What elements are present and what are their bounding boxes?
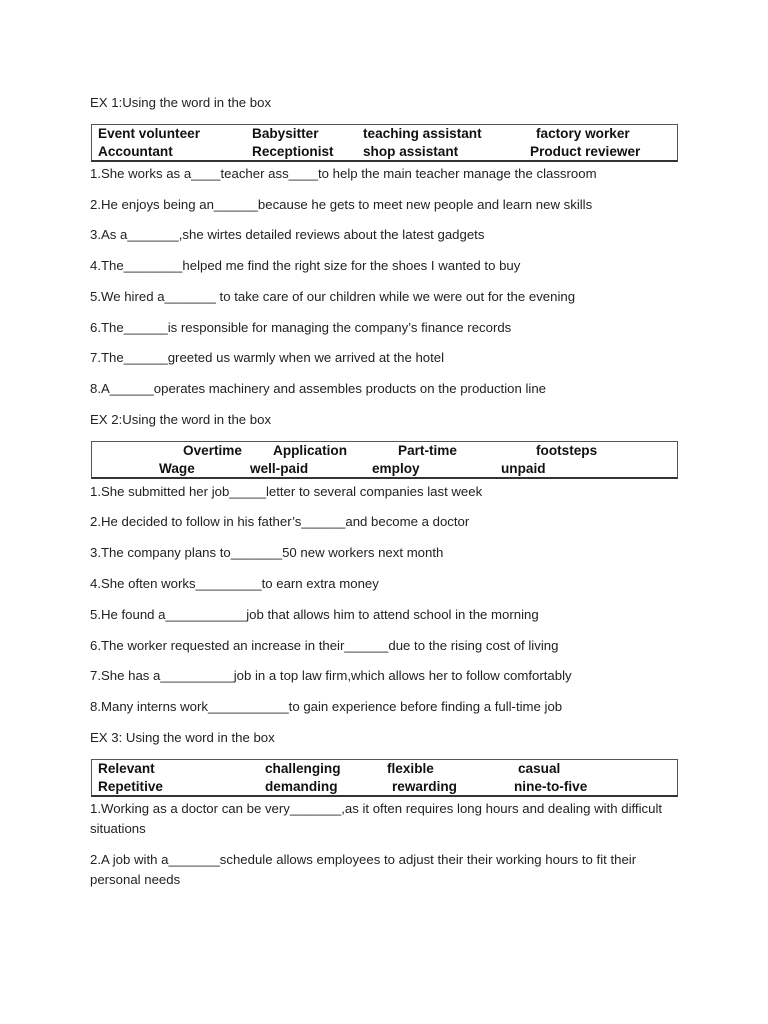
word: demanding bbox=[265, 779, 338, 794]
word: rewarding bbox=[392, 779, 457, 794]
ex3-heading: EX 3: Using the word in the box bbox=[90, 730, 275, 745]
word: Application bbox=[273, 443, 348, 458]
ex2-sentence: 2.He decided to follow in his father’s______and become a doctor bbox=[90, 514, 470, 529]
ex1-sentence: 2.He enjoys being an______because he gets to meet new people and learn new skills bbox=[90, 197, 593, 212]
ex1-word-box bbox=[91, 124, 678, 162]
word: nine-to-five bbox=[514, 779, 588, 794]
word: Relevant bbox=[98, 761, 155, 776]
word: shop assistant bbox=[363, 144, 459, 159]
ex1-heading: EX 1:Using the word in the box bbox=[90, 95, 272, 110]
word: Repetitive bbox=[98, 779, 163, 794]
ex2-sentence: 7.She has a__________job in a top law firm,which allows her to follow comfortably bbox=[90, 668, 572, 683]
ex1-sentence: 5.We hired a_______ to take care of our children while we were out for the evening bbox=[90, 289, 576, 304]
word: factory worker bbox=[536, 126, 630, 141]
word: footsteps bbox=[536, 443, 598, 458]
word: Part-time bbox=[398, 443, 457, 458]
word: well-paid bbox=[250, 461, 309, 476]
word: challenging bbox=[265, 761, 341, 776]
word: Event volunteer bbox=[98, 126, 200, 141]
word: casual bbox=[518, 761, 561, 776]
ex1-sentence: 6.The______is responsible for managing the company’s finance records bbox=[90, 320, 512, 335]
ex3-sentence: 1.Working as a doctor can be very_______,as it often requires long hours and dealing with difficult situations bbox=[90, 801, 663, 836]
ex2-sentence: 1.She submitted her job_____letter to several companies last week bbox=[90, 484, 483, 499]
ex2-sentence: 5.He found a___________job that allows him to attend school in the morning bbox=[90, 607, 539, 622]
word: unpaid bbox=[501, 461, 546, 476]
ex2-sentence: 3.The company plans to_______50 new workers next month bbox=[90, 545, 444, 560]
ex1-sentence: 1.She works as a____teacher ass____to help the main teacher manage the classroom bbox=[90, 166, 597, 181]
ex2-heading: EX 2:Using the word in the box bbox=[90, 412, 272, 427]
word: teaching assistant bbox=[363, 126, 482, 141]
word: Product reviewer bbox=[530, 144, 641, 159]
word: employ bbox=[372, 461, 420, 476]
word: Receptionist bbox=[252, 144, 334, 159]
ex2-sentence: 4.She often works_________to earn extra money bbox=[90, 576, 379, 591]
ex1-sentence: 8.A______operates machinery and assembles products on the production line bbox=[90, 381, 546, 396]
ex3-sentence: 2.A job with a_______schedule allows employees to adjust their their working hours to fit their personal needs bbox=[90, 852, 637, 887]
ex3-word-box bbox=[91, 759, 678, 797]
ex2-sentence: 8.Many interns work___________to gain experience before finding a full-time job bbox=[90, 699, 563, 714]
ex1-sentence: 7.The______greeted us warmly when we arrived at the hotel bbox=[90, 350, 445, 365]
word: Babysitter bbox=[252, 126, 319, 141]
ex1-sentence: 3.As a_______,she wirtes detailed reviews about the latest gadgets bbox=[90, 227, 485, 242]
word: Accountant bbox=[98, 144, 173, 159]
ex2-sentence: 6.The worker requested an increase in their______due to the rising cost of living bbox=[90, 638, 559, 653]
word: flexible bbox=[387, 761, 434, 776]
word: Overtime bbox=[183, 443, 242, 458]
word: Wage bbox=[159, 461, 195, 476]
ex1-sentence: 4.The________helped me find the right size for the shoes I wanted to buy bbox=[90, 258, 521, 273]
ex2-word-box bbox=[91, 441, 678, 479]
